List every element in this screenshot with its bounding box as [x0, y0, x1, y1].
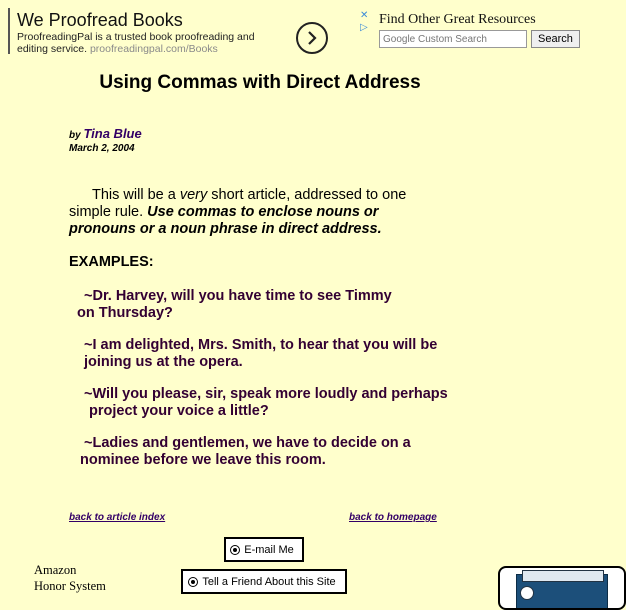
email-button-label: E-mail Me: [244, 543, 294, 556]
example-3-line-1: ~Will you please, sir, speak more loudly and perhaps: [84, 386, 448, 402]
intro-emphasis: very: [179, 187, 208, 203]
example-1-line-2: on Thursday?: [77, 305, 173, 321]
intro-paragraph: [69, 187, 449, 238]
custom-search: [379, 12, 580, 48]
example-4: [80, 435, 411, 469]
search-button[interactable]: Search: [531, 30, 580, 48]
intro-text-1: This will be a: [92, 187, 180, 203]
search-input[interactable]: [379, 30, 527, 48]
ad-arrow-button[interactable]: [296, 22, 328, 54]
radio-icon: [188, 577, 198, 587]
byline-prefix: by: [69, 130, 81, 141]
example-3-line-2: project your voice a little?: [89, 403, 269, 419]
example-4-line-2: nominee before we leave this room.: [80, 452, 326, 468]
amazon-line-2: Honor System: [34, 579, 106, 593]
article-index-link[interactable]: back to article index: [69, 512, 166, 523]
ad-url[interactable]: proofreadingpal.com/Books: [89, 43, 218, 55]
disc-icon: [520, 586, 534, 600]
email-button[interactable]: [224, 537, 304, 562]
ad-banner[interactable]: [8, 8, 326, 54]
ad-description: ProofreadingPal is a trusted book proofreading and editing service.: [17, 31, 255, 55]
example-3: [84, 386, 448, 420]
amazon-line-1: Amazon: [34, 563, 77, 577]
examples-heading: EXAMPLES:: [69, 254, 154, 270]
article-date: March 2, 2004: [69, 143, 135, 154]
page-title: Using Commas with Direct Address: [99, 72, 421, 93]
ad-text: [17, 31, 287, 55]
amazon-honor-system[interactable]: [34, 562, 106, 594]
rule-text: Use commas to enclose nouns or pronouns or a noun phrase in direct address.: [69, 204, 382, 237]
author-name: Tina Blue: [83, 126, 142, 141]
ad-controls: [360, 10, 372, 34]
example-2-line-1: ~I am delighted, Mrs. Smith, to hear that you will be: [84, 337, 438, 353]
homepage-link[interactable]: back to homepage: [349, 512, 437, 523]
close-icon[interactable]: ✕: [360, 10, 369, 21]
intro-text-2: short article, addressed to one simple rule.: [69, 187, 407, 220]
ad-title[interactable]: We Proofread Books: [17, 10, 183, 30]
software-product-image[interactable]: [498, 566, 626, 610]
example-1-line-1: ~Dr. Harvey, will you have time to see Timmy: [84, 288, 392, 304]
byline: [69, 126, 142, 141]
example-2: [84, 337, 437, 371]
tell-friend-button-label: Tell a Friend About this Site: [202, 575, 336, 588]
play-icon[interactable]: ▷: [360, 22, 368, 33]
chevron-right-icon: [305, 30, 319, 46]
example-1: [77, 288, 392, 322]
example-2-line-2: joining us at the opera.: [84, 354, 243, 370]
tell-friend-button[interactable]: [181, 569, 347, 594]
product-box-label: [522, 570, 604, 582]
search-title: Find Other Great Resources: [379, 12, 536, 27]
radio-icon: [230, 545, 240, 555]
example-4-line-1: ~Ladies and gentlemen, we have to decide on a: [84, 435, 411, 451]
